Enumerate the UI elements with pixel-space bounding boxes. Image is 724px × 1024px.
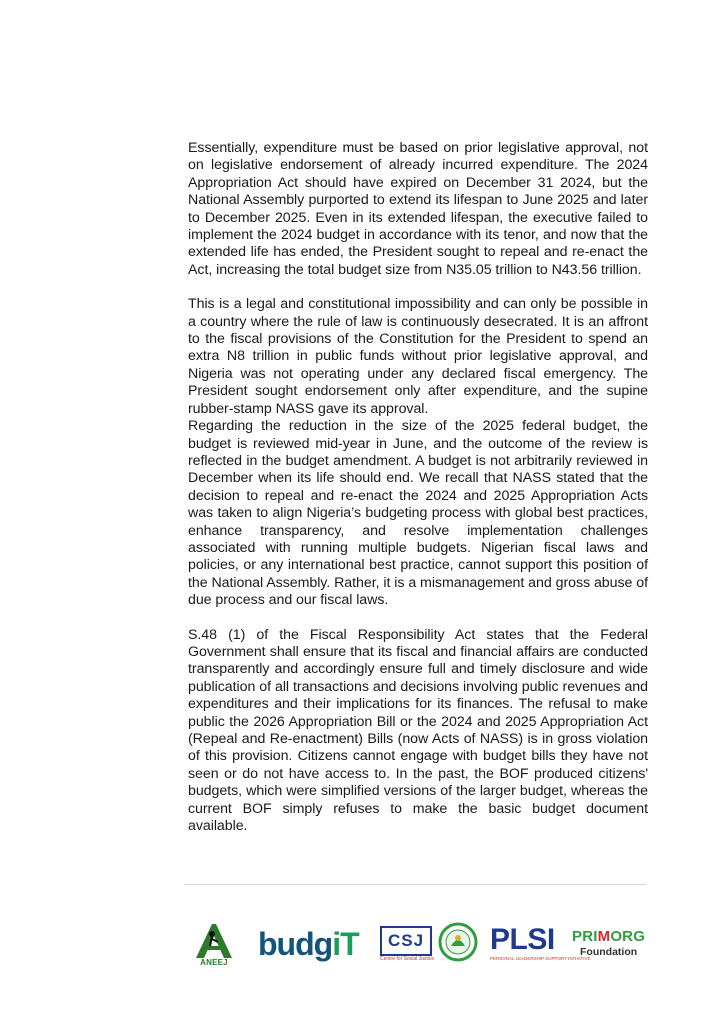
seal-logo: [438, 922, 478, 962]
budgit-wordmark-accent: iT: [332, 926, 359, 962]
budgit-wordmark: budg: [258, 926, 333, 962]
csj-wordmark: CSJ: [380, 926, 432, 956]
plsi-subtitle: PERSONAL LEADERSHIP SUPPORT INITIATIVE: [490, 956, 591, 961]
primorg-logo: [572, 928, 656, 968]
primorg-subtitle: Foundation: [580, 946, 638, 958]
paragraph-expenditure-approval: Essentially, expenditure must be based on prior legislative approval, not on legislative endorsement of already incurred expenditure. The 2024 Appropriation Act should have expired on December 31 2024, but the National Assembly purported to extend its lifespan to June 2025 and later to December 2025. Even in its extended lifespan, the executive failed to implement the 2024 budget in accordance with its tenor, and now that the extended life has ended, the President sought to repeal and re-enact the Act, increasing the total budget size from N35.05 trillion to N43.56 trillion.: [188, 140, 648, 278]
primorg-wordmark: [572, 928, 645, 946]
csj-logo: [380, 926, 435, 964]
aneej-emblem-icon: [192, 920, 236, 960]
budgit-logo: [258, 926, 359, 962]
seal-emblem-icon: [438, 922, 478, 962]
aneej-label: ANEEJ: [200, 958, 228, 967]
footer-divider: [184, 884, 646, 885]
paragraph-budget-reduction: Regarding the reduction in the size of the 2025 federal budget, the budget is reviewed mid-year in June, and the outcome of the review is reflected in the budget amendment. A budget is not arbitrarily reviewed in December when its life should end. We recall that NASS stated that the decision to repeal and re-enact the 2024 and 2025 Appropriation Acts was taken to align Nigeria’s budgeting process with global best practices, enhance transparency, and resolve implementation challenges associated with running multiple budgets. Nigerian fiscal laws and policies, or any international best practice, cannot support this position of the National Assembly. Rather, it is a mismanagement and gross abuse of due process and our fiscal laws.: [188, 418, 648, 609]
primorg-wordmark-part-2: M: [597, 928, 611, 945]
csj-subtitle: Centre for Social Justice: [380, 956, 435, 962]
partner-logos: [188, 916, 658, 976]
plsi-wordmark: PLSI: [490, 923, 555, 956]
document-body: [188, 140, 648, 835]
paragraph-fiscal-responsibility-act: S.48 (1) of the Fiscal Responsibility Act states that the Federal Government shall ensure that its fiscal and financial affairs are conducted transparently and accordingly ensure full and timely disclosure and wide publication of all transactions and decisions involving public revenues and expenditures and their implications for its finances. The refusal to make public the 2026 Appropriation Bill or the 2024 and 2025 Appropriation Act (Repeal and Re-enactment) Bills (now Acts of NASS) is in gross violation of this provision. Citizens cannot engage with budget bills they have not seen or do not have access to. In the past, the BOF produced citizens' budgets, which were simplified versions of the larger budget, whereas the current BOF simply refuses to make the basic budget document available.: [188, 626, 648, 835]
primorg-wordmark-part-1: PRI: [572, 928, 598, 945]
paragraph-legal-impossibility: This is a legal and constitutional impossibility and can only be possible in a country where the rule of law is continuously desecrated. It is an affront to the fiscal provisions of the Constitution for the President to spend an extra N8 trillion in public funds without prior legislative approval, and Nigeria was not operating under any declared fiscal emergency. The President sought endorsement only after expenditure, and the supine rubber-stamp NASS gave its approval.: [188, 296, 648, 417]
aneej-logo: [192, 920, 234, 966]
primorg-wordmark-part-3: ORG: [610, 928, 646, 945]
